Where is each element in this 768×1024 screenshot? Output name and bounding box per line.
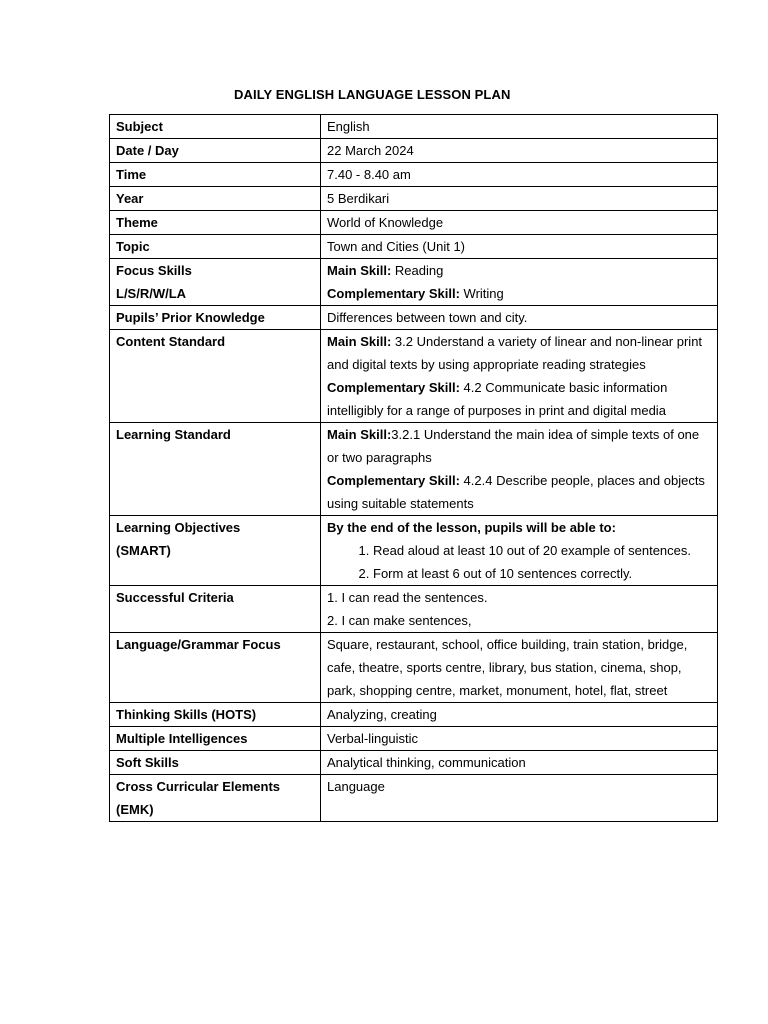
table-row bbox=[110, 727, 718, 751]
table-row bbox=[110, 306, 718, 330]
row-label-success-criteria: Successful Criteria bbox=[110, 586, 321, 633]
table-row bbox=[110, 775, 718, 822]
content-comp-value: 4.2 Communicate basic information intelligibly for a range of purposes in print and digital media bbox=[327, 380, 668, 418]
table-row bbox=[110, 139, 718, 163]
document-title: DAILY ENGLISH LANGUAGE LESSON PLAN bbox=[234, 87, 511, 102]
table-row bbox=[110, 211, 718, 235]
cross-label-line1: Cross Curricular Elements bbox=[116, 779, 281, 794]
lesson-plan-table bbox=[109, 114, 718, 822]
row-value-subject: English bbox=[321, 115, 718, 139]
row-value-cross-curricular: Language bbox=[321, 775, 718, 822]
table-row bbox=[110, 187, 718, 211]
focus-comp-label: Complementary Skill: bbox=[327, 286, 460, 301]
table-row bbox=[110, 115, 718, 139]
table-row bbox=[110, 703, 718, 727]
list-item: 1. I can read the sentences. bbox=[327, 590, 488, 605]
row-label-soft-skills: Soft Skills bbox=[110, 751, 321, 775]
objectives-label-line1: Learning Objectives bbox=[116, 520, 241, 535]
row-label-multiple-intelligences: Multiple Intelligences bbox=[110, 727, 321, 751]
content-main-value: 3.2 Understand a variety of linear and non-linear print and digital texts by using appropriate reading strategies bbox=[327, 334, 703, 372]
list-item: 1. Read aloud at least 10 out of 20 example of sentences. bbox=[373, 539, 711, 562]
focus-skills-label-line2: L/S/R/W/LA bbox=[116, 286, 187, 301]
focus-comp-value: Writing bbox=[459, 286, 504, 301]
focus-skills-label-line1: Focus Skills bbox=[116, 263, 192, 278]
row-label-theme: Theme bbox=[110, 211, 321, 235]
row-value-multiple-intelligences: Verbal-linguistic bbox=[321, 727, 718, 751]
learning-comp-value: 4.2.4 Describe people, places and objects using suitable statements bbox=[327, 473, 705, 511]
focus-main-value: Reading bbox=[391, 263, 444, 278]
table-row bbox=[110, 259, 718, 306]
objectives-intro: By the end of the lesson, pupils will be able to: bbox=[327, 520, 616, 535]
table-row bbox=[110, 751, 718, 775]
focus-comp-skill bbox=[327, 282, 711, 305]
content-comp-skill bbox=[327, 376, 711, 422]
row-value-thinking-skills: Analyzing, creating bbox=[321, 703, 718, 727]
row-value-soft-skills: Analytical thinking, communication bbox=[321, 751, 718, 775]
learning-comp-label: Complementary Skill: bbox=[327, 473, 460, 488]
table-row bbox=[110, 330, 718, 423]
table-row bbox=[110, 586, 718, 633]
row-label-date: Date / Day bbox=[110, 139, 321, 163]
row-label-learning-standard: Learning Standard bbox=[110, 423, 321, 516]
learning-main-label: Main Skill: bbox=[327, 427, 392, 442]
row-label-thinking-skills: Thinking Skills (HOTS) bbox=[110, 703, 321, 727]
focus-main-label: Main Skill: bbox=[327, 263, 392, 278]
row-value-topic: Town and Cities (Unit 1) bbox=[321, 235, 718, 259]
list-item: 2. I can make sentences, bbox=[327, 613, 472, 628]
learning-main-skill bbox=[327, 423, 711, 469]
cross-label-line2: (EMK) bbox=[116, 802, 154, 817]
row-label-grammar-focus: Language/Grammar Focus bbox=[110, 633, 321, 703]
content-main-skill bbox=[327, 330, 711, 376]
row-label-year: Year bbox=[110, 187, 321, 211]
list-item: 2. Form at least 6 out of 10 sentences correctly. bbox=[373, 562, 711, 585]
row-label-focus-skills bbox=[110, 259, 321, 306]
focus-main-skill bbox=[327, 259, 711, 282]
row-label-content-standard: Content Standard bbox=[110, 330, 321, 423]
row-value-success-criteria bbox=[321, 586, 718, 633]
table-row bbox=[110, 423, 718, 516]
learning-comp-skill bbox=[327, 469, 711, 515]
row-label-topic: Topic bbox=[110, 235, 321, 259]
row-value-focus-skills bbox=[321, 259, 718, 306]
table-row bbox=[110, 633, 718, 703]
content-comp-label: Complementary Skill: bbox=[327, 380, 460, 395]
row-value-content-standard bbox=[321, 330, 718, 423]
row-value-prior-knowledge: Differences between town and city. bbox=[321, 306, 718, 330]
row-value-date: 22 March 2024 bbox=[321, 139, 718, 163]
row-label-subject: Subject bbox=[110, 115, 321, 139]
row-label-cross-curricular bbox=[110, 775, 321, 822]
row-label-time: Time bbox=[110, 163, 321, 187]
row-value-time: 7.40 - 8.40 am bbox=[321, 163, 718, 187]
row-value-learning-standard bbox=[321, 423, 718, 516]
row-value-year: 5 Berdikari bbox=[321, 187, 718, 211]
row-label-prior-knowledge: Pupils’ Prior Knowledge bbox=[110, 306, 321, 330]
row-value-learning-objectives bbox=[321, 516, 718, 586]
row-label-learning-objectives bbox=[110, 516, 321, 586]
learning-main-value: 3.2.1 Understand the main idea of simple texts of one or two paragraphs bbox=[327, 427, 700, 465]
content-main-label: Main Skill: bbox=[327, 334, 392, 349]
row-value-grammar-focus: Square, restaurant, school, office building, train station, bridge, cafe, theatre, sports centre, library, bus station, cinema, shop, park, shopping centre, market, monument, hotel, flat, street bbox=[321, 633, 718, 703]
objectives-list bbox=[327, 539, 711, 585]
table-row bbox=[110, 235, 718, 259]
table-row bbox=[110, 516, 718, 586]
table-row bbox=[110, 163, 718, 187]
objectives-label-line2: (SMART) bbox=[116, 543, 171, 558]
row-value-theme: World of Knowledge bbox=[321, 211, 718, 235]
